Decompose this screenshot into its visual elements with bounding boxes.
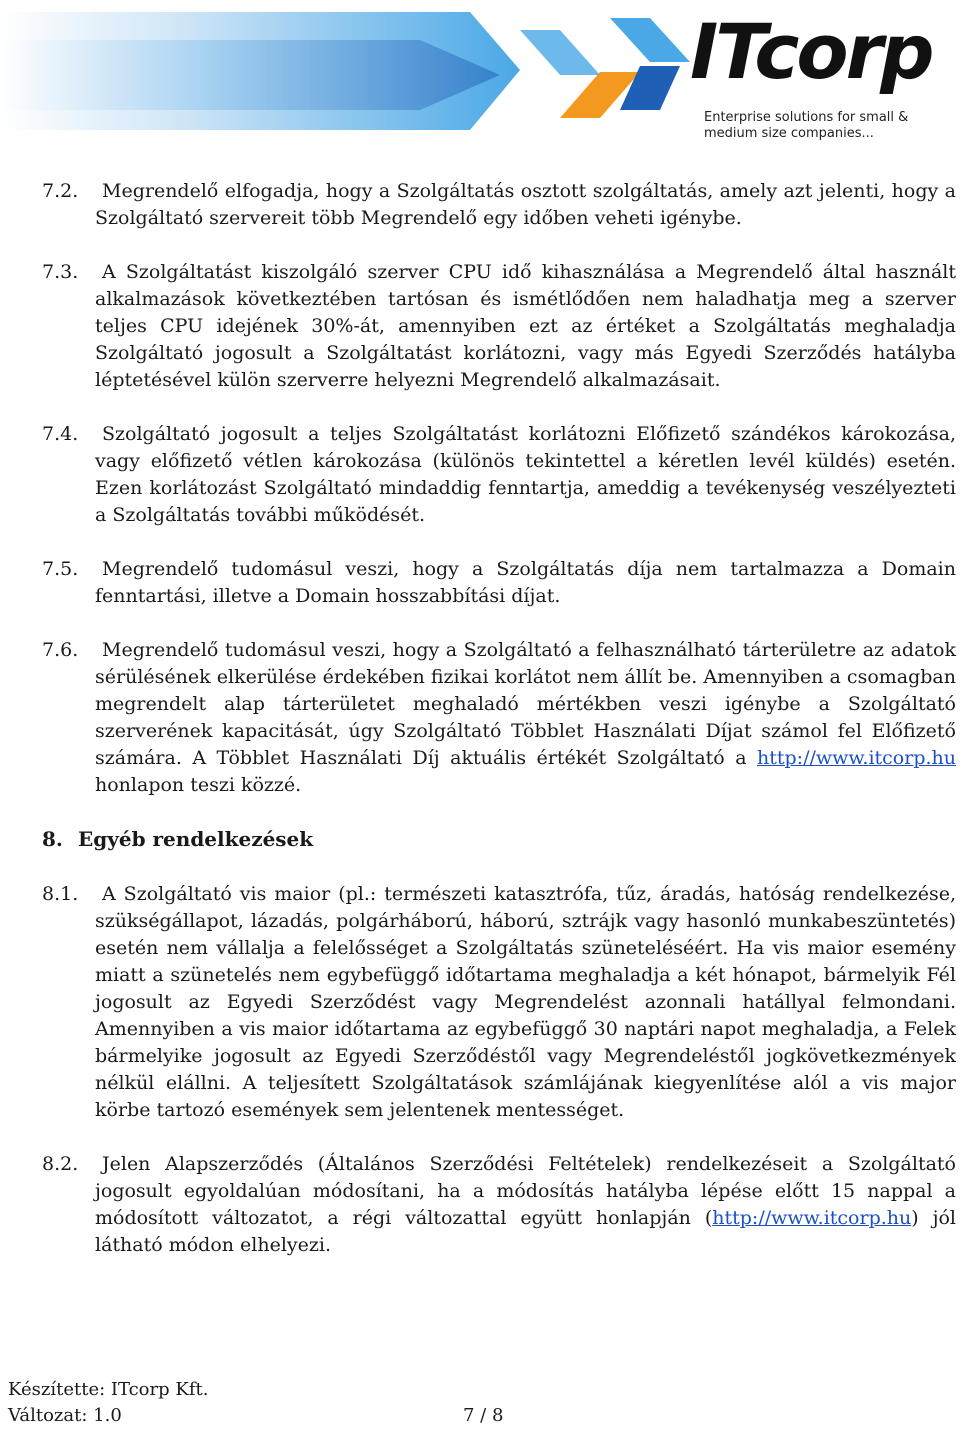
page-number: 7 / 8 (463, 1405, 504, 1426)
section-number: 8.2. (42, 1153, 79, 1175)
heading-number: 8. (42, 827, 63, 851)
section-text (95, 637, 956, 799)
section-number: 7.6. (42, 639, 79, 661)
section-number: 7.3. (42, 261, 79, 283)
footer-version: Változat: 1.0 (8, 1405, 122, 1426)
brand-tagline: Enterprise solutions for small & medium size companies... (704, 110, 909, 141)
header-banner (0, 0, 960, 150)
section-text-part: honlapon teszi közzé. (95, 774, 302, 796)
section-7-6 (0, 637, 960, 799)
section-text: A Szolgáltató vis maior (pl.: természeti katasztrófa, tűz, áradás, hatóság rendelkezése, szükségállapot, lázadás, polgárháború, háború, sztrájk vagy hasonló munkabeszüntetés) esetén nem vállalja a felelősséget a Szolgáltatás szüneteléséért. Ha vis maior esemény miatt a szünetelés nem egybefüggő időtartama meghaladja a két hónapot, bármelyik Fél jogosult az Egyedi Szerződést vagy Megrendelést azonnali hatállyal felmondani. Amennyiben a vis maior időtartama az egybefüggő 30 naptári napot meghaladja, a Felek bármelyike jogosult az Egyedi Szerződéstől vagy Megrendeléstől jogkövetkezmények nélkül elállni. A teljesített Szolgáltatások számlájának kiegyenlítése alól a vis major körbe tartozó események sem jelentenek mentességet. (95, 883, 956, 1121)
section-number: 8.1. (42, 883, 79, 905)
section-8-2 (0, 1151, 960, 1259)
brand-name: ITcorp (690, 7, 932, 96)
heading-title: Egyéb rendelkezések (78, 827, 314, 851)
heading-section-8 (42, 826, 313, 853)
section-7-3 (0, 259, 960, 394)
itcorp-link[interactable]: http://www.itcorp.hu (757, 747, 956, 769)
section-text: Szolgáltató jogosult a teljes Szolgáltatást korlátozni Előfizető szándékos károkozása, vagy előfizető vétlen károkozása (különös tekintettel a kéretlen levél küldés) esetén. Ezen korlátozást Szolgáltató mindaddig fenntartja, ameddig a tevékenység veszélyezteti a Szolgáltatás további működését. (95, 423, 956, 526)
section-number: 7.5. (42, 558, 79, 580)
section-number: 7.2. (42, 180, 79, 202)
section-text-part: Jelen Alapszerződés (Általános Szerződési Feltételek) rendelkezéseit a Szolgáltató jogosult egyoldalúan módosítani, ha a módosítás hatályba lépése előtt 15 nappal a módosított változatot, a régi változattal együtt honlapján ( (95, 1153, 956, 1229)
section-7-2 (0, 178, 960, 232)
footer-author: Készítette: ITcorp Kft. (8, 1379, 209, 1400)
section-text: Megrendelő tudomásul veszi, hogy a Szolgáltatás díja nem tartalmazza a Domain fenntartási, illetve a Domain hosszabbítási díjat. (95, 558, 956, 607)
page-footer (8, 1377, 208, 1429)
section-number: 7.4. (42, 423, 79, 445)
section-text: Megrendelő elfogadja, hogy a Szolgáltatás osztott szolgáltatás, amely azt jelenti, hogy a Szolgáltató szervereit több Megrendelő egy időben veheti igénybe. (95, 180, 956, 229)
section-text: A Szolgáltatást kiszolgáló szerver CPU idő kihasználása a Megrendelő által használt alkalmazások következtében tartósan és ismétlődően nem haladhatja meg a szerver teljes CPU idejének 30%-át, amennyiben ezt az értéket a Szolgáltatás meghaladja Szolgáltató jogosult a Szolgáltatást korlátozni, vagy más Egyedi Szerződés hatályba léptetésével külön szerverre helyezni Megrendelő alkalmazásait. (95, 261, 956, 391)
section-7-4 (0, 421, 960, 529)
section-8-1 (0, 881, 960, 1124)
section-text (95, 1151, 956, 1259)
section-7-5 (0, 556, 960, 610)
itcorp-link[interactable]: http://www.itcorp.hu (712, 1207, 912, 1229)
section-text-part: ) jól látható módon elhelyezi. (95, 1207, 957, 1256)
section-text-part: Megrendelő tudomásul veszi, hogy a Szolgáltató a felhasználható tárterületre az adatok sérülésének elkerülése érdekében fizikai korlátot nem állít be. Amennyiben a csomagban megrendelt alap tárterületet meghaladó mértékben veszi igénybe a Szolgáltató szerverének kapacitását, úgy Szolgáltató Többlet Használati Díjat számol fel Előfizető számára. A Többlet Használati Díj aktuális értékét Szolgáltató a (95, 639, 956, 769)
